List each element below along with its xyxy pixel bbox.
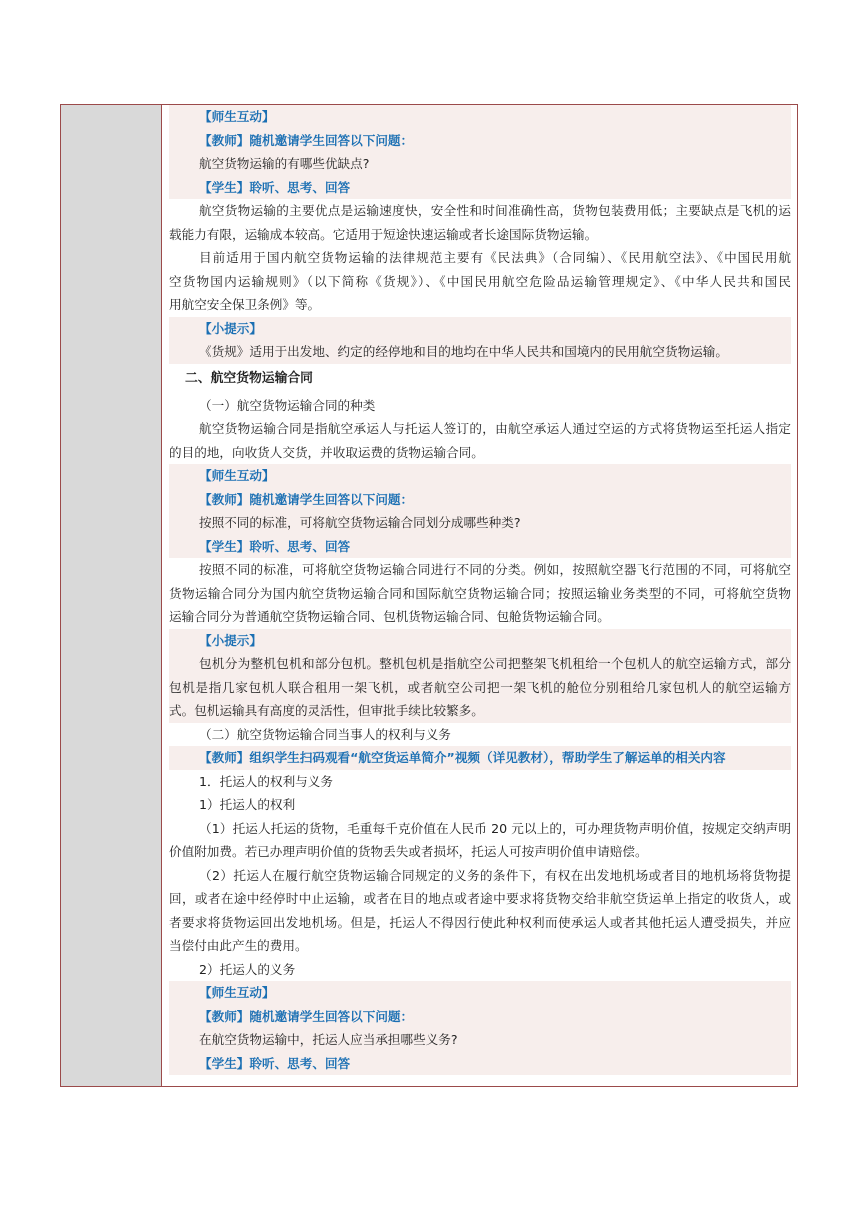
text-line: 按照不同的标准，可将航空货物运输合同进行不同的分类。例如，按照航空器飞行范围的不同，可将航空 — [199, 562, 791, 577]
text-line: 回，或者在途中经停时中止运输，或者在目的地点或者途中要求将货物交给非航空货运单上指定的收货人，或 — [169, 891, 791, 906]
text-line: 按照不同的标准，可将航空货物运输合同划分成哪些种类? — [169, 511, 791, 535]
left-column-cell — [61, 105, 162, 1086]
text-line: 运输合同分为普通航空货物运输合同、包机货物运输合同、包舱货物运输合同。 — [169, 609, 610, 624]
text-line: 包机分为整机包机和部分包机。整机包机是指航空公司把整架飞机租给一个包机人的航空运输方式，部分 — [169, 652, 791, 676]
text-line: 在航空货物运输中，托运人应当承担哪些义务? — [169, 1028, 791, 1052]
text-line: 航空货物运输合同是指航空承运人与托运人签订的，由航空承运人通过空运的方式将货物运至托运人指定 — [199, 421, 791, 436]
text-line: 【教师】随机邀请学生回答以下问题： — [169, 1005, 791, 1029]
text-line: 【师生互动】 — [169, 464, 791, 488]
text-line: 用航空安全保卫条例》等。 — [169, 297, 321, 312]
text-line: 【小提示】 — [169, 629, 791, 653]
content-cell — [163, 105, 797, 1086]
text-line: 【师生互动】 — [169, 981, 791, 1005]
text-line: 者要求将货物运回出发地机场。但是，托运人不得因行使此种权利而使承运人或者其他托运人遭受损失，并应 — [169, 914, 791, 930]
text-line: （1）托运人托运的货物，毛重每千克价值在人民币 20 元以上的，可办理货物声明价值，按规定交纳声明 — [199, 820, 791, 836]
text-line: 【学生】聆听、思考、回答 — [169, 535, 791, 559]
text-line: 式。包机运输具有高度的灵活性，但审批手续比较繁多。 — [169, 699, 791, 723]
text-line: 【师生互动】 — [169, 105, 791, 129]
text-line: 空货物国内运输规则》（以下简称《货规》）、《中国民用航空危险品运输管理规定》、《中华人民共和国民 — [169, 273, 791, 289]
text-line: 【教师】随机邀请学生回答以下问题： — [169, 129, 791, 153]
text-line: 1）托运人的权利 — [199, 797, 296, 812]
text-line: 价值附加费。若已办理声明价值的货物丢失或者损坏，托运人可按声明价值申请赔偿。 — [169, 844, 648, 859]
text-line: 《货规》适用于出发地、约定的经停地和目的地均在中华人民共和国境内的民用航空货物运输。 — [169, 340, 791, 364]
text-line: 目前适用于国内航空货物运输的法律规范主要有《民法典》（合同编）、《民用航空法》、《中国民用航 — [199, 250, 791, 265]
text-line: 当偿付由此产生的费用。 — [169, 938, 308, 953]
text-line: 航空货物运输的有哪些优缺点? — [169, 152, 791, 176]
lesson-table — [60, 104, 798, 1087]
text-line: 货物运输合同分为国内航空货物运输合同和国际航空货物运输合同；按照运输业务类型的不同，可将航空货物 — [169, 585, 791, 601]
text-line: 【教师】随机邀请学生回答以下问题： — [169, 488, 791, 512]
text-line: 的目的地，向收货人交货，并收取运费的货物运输合同。 — [169, 444, 484, 460]
text-line: （二）航空货物运输合同当事人的权利与义务 — [199, 726, 451, 742]
text-line: （2）托运人在履行航空货物运输合同规定的义务的条件下，有权在出发地机场或者目的地机场将货物提 — [199, 867, 791, 883]
text-line: （一）航空货物运输合同的种类 — [199, 397, 376, 413]
text-line: 航空货物运输的主要优点是运输速度快，安全性和时间准确性高，货物包装费用低；主要缺点是飞机的运 — [199, 203, 791, 218]
text-line: 包机是指几家包机人联合租用一架飞机，或者航空公司把一架飞机的舱位分别租给几家包机人的航空运输方 — [169, 676, 791, 700]
text-line: 载能力有限，运输成本较高。它适用于短途快速运输或者长途国际货物运输。 — [169, 226, 598, 242]
text-line: 【学生】聆听、思考、回答 — [169, 176, 791, 200]
text-line: 【小提示】 — [169, 317, 791, 341]
text-line: 【学生】聆听、思考、回答 — [169, 1052, 791, 1076]
text-line: 2）托运人的义务 — [199, 961, 296, 977]
text-line: 【教师】组织学生扫码观看“航空货运单简介”视频（详见教材），帮助学生了解运单的相关内容 — [169, 746, 791, 770]
section-heading: 二、航空货物运输合同 — [185, 370, 313, 386]
text-line: 1．托运人的权利与义务 — [199, 773, 333, 789]
